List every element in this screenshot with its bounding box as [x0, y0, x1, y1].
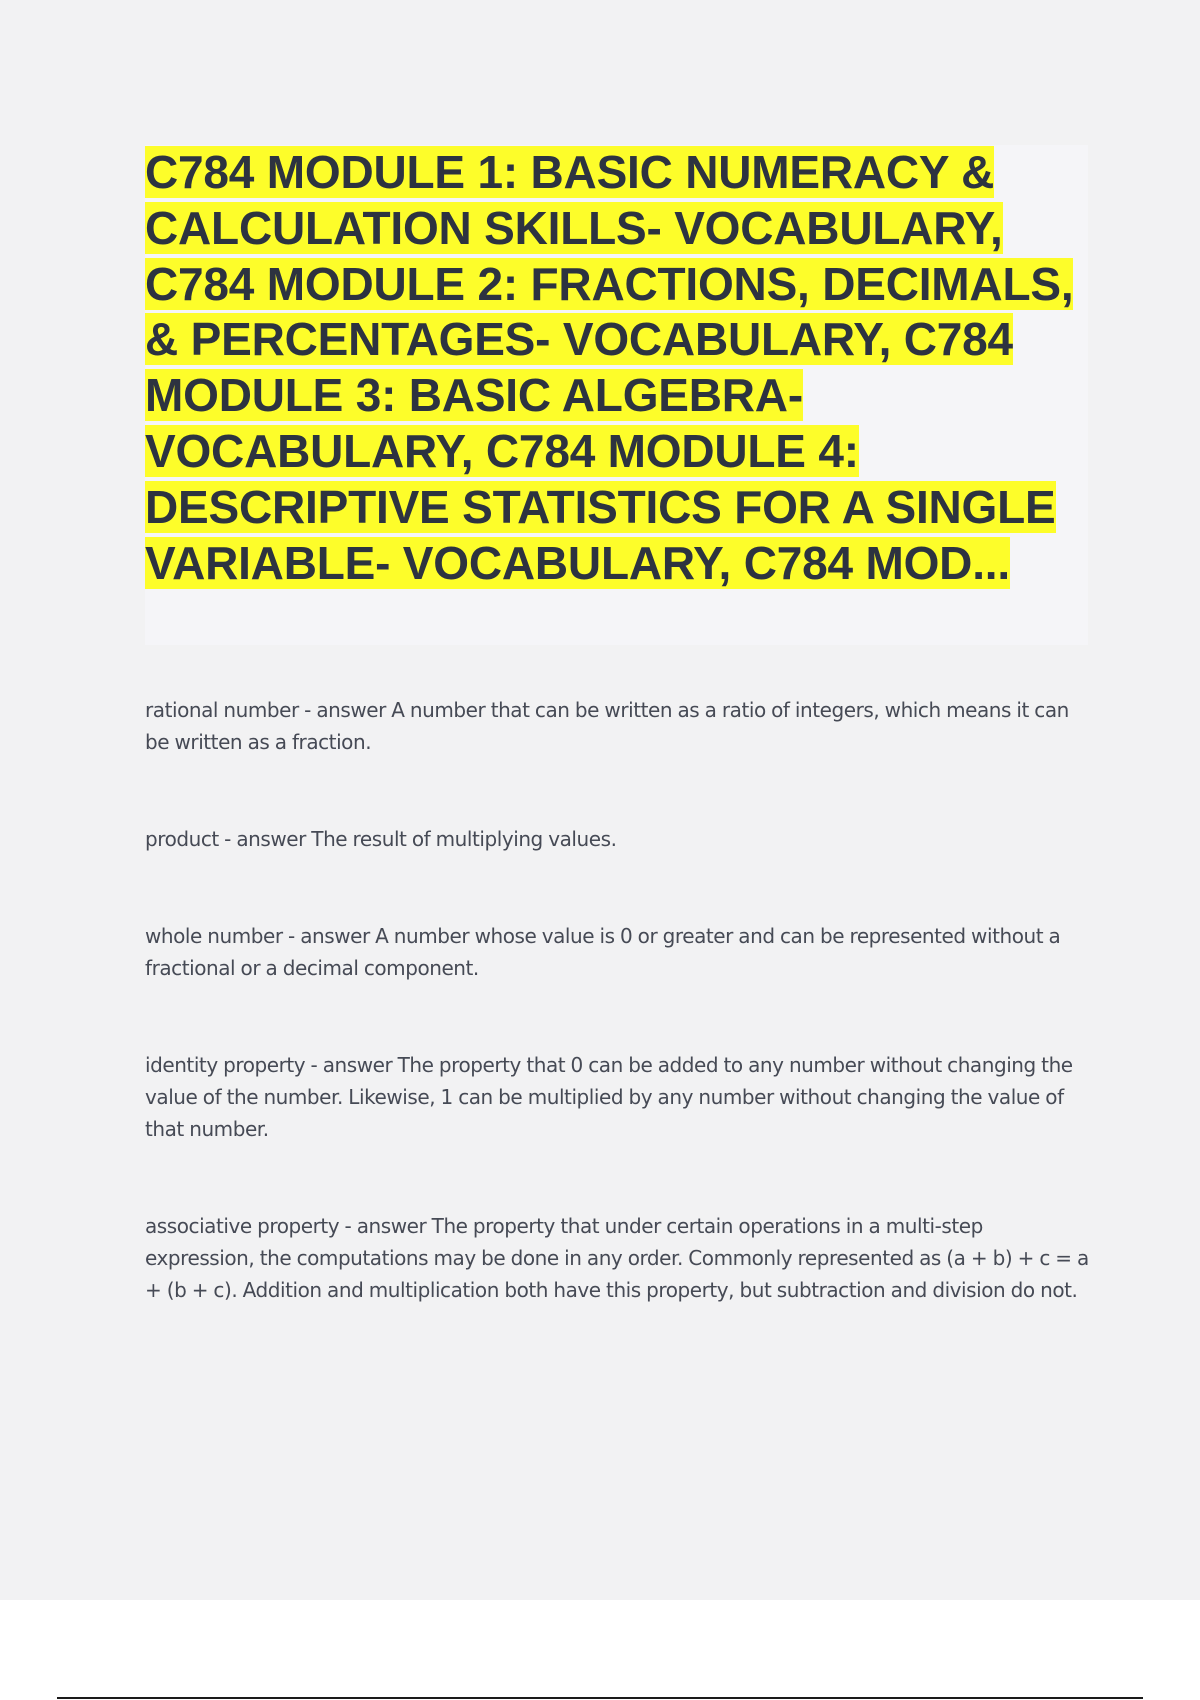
vocabulary-list — [145, 694, 1090, 1306]
title-highlight: C784 MODULE 1: BASIC NUMERACY & CALCULATION SKILLS- VOCABULARY, C784 MODULE 2: FRACTIONS, DECIMALS, & PERCENTAGES- VOCABULARY, C784 MODULE 3: BASIC ALGEBRA- VOCABULARY, C784 MODULE 4: DESCRIPTIVE STATISTICS FOR A SINGLE VARIABLE- VOCABULARY, C784 MOD... — [145, 146, 1074, 589]
vocabulary-entry: rational number - answer A number that can be written as a ratio of integers, which means it can be written as a fraction. — [145, 698, 1069, 754]
vocabulary-entry: product - answer The result of multiplying values. — [145, 827, 617, 851]
footer-divider — [57, 1697, 1143, 1699]
document-title — [145, 145, 1088, 591]
vocabulary-entry: associative property - answer The property that under certain operations in a multi-step expression, the computations may be done in any order. Commonly represented as (a + b) + c = a + (b + c). Addition and multiplication both have this property, but subtraction and division do not. — [145, 1214, 1089, 1302]
vocabulary-entry: identity property - answer The property that 0 can be added to any number without changing the value of the number. Likewise, 1 can be multiplied by any number without changing the value of that number. — [145, 1053, 1073, 1141]
title-block — [145, 145, 1088, 645]
vocabulary-entry: whole number - answer A number whose value is 0 or greater and can be represented without a fractional or a decimal component. — [145, 924, 1061, 980]
